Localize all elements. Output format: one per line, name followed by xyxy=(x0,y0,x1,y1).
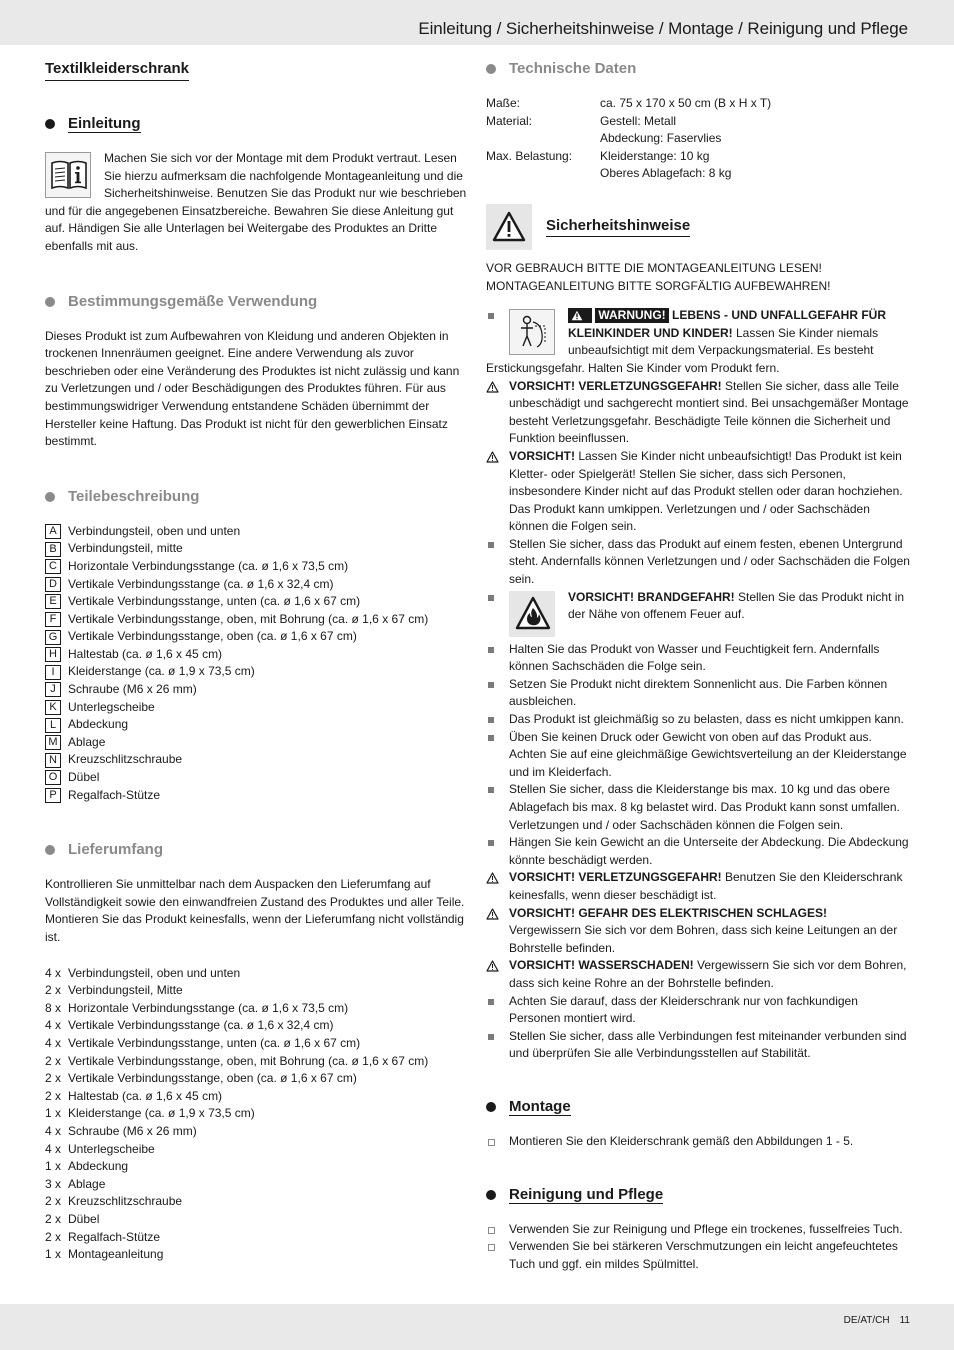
list-item: C Horizontale Verbindungsstange (ca. ø 1,6 x 73,5 cm) xyxy=(45,558,467,576)
list-item: 3 x Ablage xyxy=(45,1176,106,1191)
child-hazard-icon xyxy=(509,309,555,355)
square-bullet-icon xyxy=(488,313,494,319)
square-bullet-icon xyxy=(488,840,494,846)
section-heading-intro: Einleitung xyxy=(45,114,467,134)
list-item: A Verbindungsteil, oben und unten xyxy=(45,523,467,541)
scope-text: Kontrollieren Sie unmittelbar nach dem Auspacken den Lieferumfang auf Vollständigkeit sowie den einwandfreien Zustand des Produktes und aller Teile. Montieren Sie das Produkt keinesfalls, wenn der Lieferumfang nicht vollständig ist. xyxy=(45,877,465,944)
footer-bar xyxy=(0,1304,954,1350)
scope-list xyxy=(45,965,467,1264)
safety-item-sun: Setzen Sie Produkt nicht direktem Sonnenlicht aus. Die Farben können ausbleichen. xyxy=(486,676,910,711)
safety-item-water: Halten Sie das Produkt von Wasser und Feuchtigkeit fern. Andernfalls können Sachschäden die Folge sein. xyxy=(486,641,910,676)
safety-item-injury-2: VORSICHT! VERLETZUNGSGEFAHR! Benutzen Sie den Kleiderschrank keinesfalls, wenn dieser beschädigt ist. xyxy=(486,869,910,904)
list-item: N Kreuzschlitzschraube xyxy=(45,751,467,769)
list-item: 1 x Kleiderstange (ca. ø 1,9 x 73,5 cm) xyxy=(45,1106,255,1121)
safety-item-cover: Hängen Sie kein Gewicht an die Unterseite der Abdeckung. Die Abdeckung könnte beschädigt werden. xyxy=(486,834,910,869)
bullet-dot-icon xyxy=(486,64,496,74)
manual-info-icon xyxy=(45,152,91,198)
warning-triangle-icon xyxy=(486,960,499,972)
list-item: 2 x Vertikale Verbindungsstange, oben, mit Bohrung (ca. ø 1,6 x 67 cm) xyxy=(45,1053,429,1068)
list-item: 2 x Regalfach-Stütze xyxy=(45,1229,161,1244)
list-item: 4 x Vertikale Verbindungsstange (ca. ø 1,6 x 32,4 cm) xyxy=(45,1018,334,1033)
warning-triangle-icon xyxy=(486,451,499,463)
safety-item-surface: Stellen Sie sicher, dass das Produkt auf einem festen, ebenen Untergrund steht. Andernfalls können Verletzungen und / oder Sachschäden die Folgen sein. xyxy=(486,536,910,589)
safety-caps-notice: VOR GEBRAUCH BITTE DIE MONTAGEANLEITUNG LESEN! MONTAGEANLEITUNG BITTE SORGFÄLTIG AUFBEWAHREN! xyxy=(486,260,831,293)
left-column xyxy=(45,58,467,1264)
fire-hazard-icon xyxy=(509,591,555,637)
bullet-dot-icon xyxy=(486,1190,496,1200)
list-item: 2 x Kreuzschlitzschraube xyxy=(45,1194,183,1209)
page-number: 11 xyxy=(899,1315,910,1326)
bullet-dot-icon xyxy=(486,1102,496,1112)
square-bullet-icon xyxy=(488,595,494,601)
footer-locale: DE/AT/CH xyxy=(843,1315,890,1326)
warning-triangle-icon xyxy=(571,310,583,321)
safety-item-experts: Achten Sie darauf, dass der Kleiderschrank nur von fachkundigen Personen montiert wird. xyxy=(486,993,910,1028)
square-bullet-icon xyxy=(488,682,494,688)
checkbox-bullet-icon xyxy=(488,1227,495,1234)
checkbox-bullet-icon xyxy=(488,1139,495,1146)
list-item: 4 x Schraube (M6 x 26 mm) xyxy=(45,1123,197,1138)
list-item: 8 x Horizontale Verbindungsstange (ca. ø 1,6 x 73,5 cm) xyxy=(45,1000,349,1015)
child-warning-cont: Erstickungsgefahr. Halten Sie Kinder vom Produkt fern. xyxy=(486,360,780,375)
intro-block xyxy=(45,150,467,256)
list-item: B Verbindungsteil, mitte xyxy=(45,540,467,558)
warning-triangle-icon xyxy=(486,908,499,920)
list-item: O Dübel xyxy=(45,769,467,787)
intended-use-text: Dieses Produkt ist zum Aufbewahren von Kleidung und anderen Objekten in trockenen Innenräumen geeignet. Eine andere Verwendung als zuvor beschrieben oder eine Veränderung des Produktes ist nicht zulässig und kann zu Verletzungen und / oder Beschädigungen des Produktes führen. Für aus bestimmungswidriger Verwendung entstandene Schäden übernimmt der Hersteller keine Haftung. Das Produkt ist nicht für den gewerblichen Einsatz bestimmt. xyxy=(45,328,460,449)
square-bullet-icon xyxy=(488,717,494,723)
square-bullet-icon xyxy=(488,735,494,741)
safety-heading-block xyxy=(486,204,910,250)
list-item: L Abdeckung xyxy=(45,716,467,734)
list-item: 2 x Vertikale Verbindungsstange, oben (ca. ø 1,6 x 67 cm) xyxy=(45,1071,357,1086)
assembly-item: Montieren Sie den Kleiderschrank gemäß den Abbildungen 1 - 5. xyxy=(486,1133,910,1151)
section-heading-cleaning: Reinigung und Pflege xyxy=(486,1185,910,1205)
list-item: G Vertikale Verbindungsstange, oben (ca. ø 1,6 x 67 cm) xyxy=(45,628,467,646)
warning-triangle-icon xyxy=(486,381,499,393)
list-item: F Vertikale Verbindungsstange, oben, mit Bohrung (ca. ø 1,6 x 67 cm) xyxy=(45,611,467,629)
list-item: I Kleiderstange (ca. ø 1,9 x 73,5 cm) xyxy=(45,663,467,681)
checkbox-bullet-icon xyxy=(488,1244,495,1251)
safety-item-connections: Stellen Sie sicher, dass alle Verbindungen fest miteinander verbunden sind und überprüfen Sie alle Verbindungsstellen auf Stabilität. xyxy=(486,1028,910,1063)
safety-item-load: Stellen Sie sicher, dass die Kleiderstange bis max. 10 kg und das obere Ablagefach bis max. 8 kg belastet wird. Das Produkt kann sonst umfallen. Verletzungen und / oder Sachschäden können die Folgen sein. xyxy=(486,781,910,834)
safety-item-caution-kids: VORSICHT! Lassen Sie Kinder nicht unbeaufsichtigt! Das Produkt ist kein Kletter- oder Spielgerät! Stellen Sie sicher, dass sich Personen, insbesondere Kinder nicht auf das Produkt stellen oder daran hochziehen. Das Produkt kann umkippen. Verletzungen und / oder Sachschäden können die Folgen sein. xyxy=(486,448,910,536)
safety-title: Sicherheitshinweise xyxy=(546,216,690,237)
footer xyxy=(844,1314,910,1328)
list-item: 1 x Abdeckung xyxy=(45,1159,129,1174)
safety-item-pressure: Üben Sie keinen Druck oder Gewicht von oben auf das Produkt aus. Achten Sie auf eine gleichmäßige Gewichtsverteilung an der Kleiderstange und im Kleiderfach. xyxy=(486,729,910,782)
section-heading-tech: Technische Daten xyxy=(486,59,910,79)
bullet-dot-icon xyxy=(45,119,55,129)
list-item: 2 x Dübel xyxy=(45,1211,100,1226)
list-item: 4 x Unterlegscheibe xyxy=(45,1141,155,1156)
safety-item-electric: VORSICHT! GEFAHR DES ELEKTRISCHEN SCHLAGES! Vergewissern Sie sich vor dem Bohren, dass sich keine Leitungen an der Bohrstelle befinden. xyxy=(486,905,910,958)
section-heading-scope: Lieferumfang xyxy=(45,840,467,860)
warning-badge xyxy=(568,308,592,323)
list-item: K Unterlegscheibe xyxy=(45,699,467,717)
list-item: H Haltestab (ca. ø 1,6 x 45 cm) xyxy=(45,646,467,664)
cleaning-item-1: Verwenden Sie zur Reinigung und Pflege ein trockenes, fusselfreies Tuch. xyxy=(486,1221,910,1239)
section-heading-assembly: Montage xyxy=(486,1097,910,1117)
intro-text: Machen Sie sich vor der Montage mit dem Produkt vertraut. Lesen Sie hierzu aufmerksam die nachfolgende Montageanleitung und die Sicherheitshinweise. Benutzen Sie das Produkt nur wie beschrieben und für die angegebenen Einsatzbereiche. Bewahren Sie diese Anleitung gut auf. Händigen Sie alle Unterlagen bei Weitergabe des Produktes an Dritte ebenfalls mit aus. xyxy=(45,151,467,253)
warning-triangle-icon xyxy=(486,872,499,884)
square-bullet-icon xyxy=(488,647,494,653)
list-item: 4 x Verbindungsteil, oben und unten xyxy=(45,965,241,980)
product-title: Textilkleiderschrank xyxy=(45,59,189,81)
page-header-title: Einleitung / Sicherheitshinweise / Montage / Reinigung und Pflege xyxy=(418,19,908,38)
right-column xyxy=(486,58,910,1273)
child-warning-item: WARNUNG! LEBENS - UND UNFALLGEFAHR FÜR KLEINKINDER UND KINDER! Lassen Sie Kinder niemals unbeaufsichtigt mit dem Verpackungsmaterial. Es besteht xyxy=(486,307,910,360)
list-item: 2 x Haltestab (ca. ø 1,6 x 45 cm) xyxy=(45,1088,223,1103)
bullet-dot-icon xyxy=(45,492,55,502)
section-heading-parts: Teilebeschreibung xyxy=(45,487,467,507)
cleaning-item-2: Verwenden Sie bei stärkeren Verschmutzungen ein leicht angefeuchtetes Tuch und ggf. ein mildes Spülmittel. xyxy=(486,1238,910,1273)
square-bullet-icon xyxy=(488,787,494,793)
safety-item-balance: Das Produkt ist gleichmäßig so zu belasten, dass es nicht umkippen kann. xyxy=(486,711,910,729)
list-item: J Schraube (M6 x 26 mm) xyxy=(45,681,467,699)
list-item: D Vertikale Verbindungsstange (ca. ø 1,6 x 32,4 cm) xyxy=(45,576,467,594)
safety-item-waterdamage: VORSICHT! WASSERSCHADEN! Vergewissern Sie sich vor dem Bohren, dass sich keine Rohre an der Bohrstelle befinden. xyxy=(486,957,910,992)
safety-item-injury: VORSICHT! VERLETZUNGSGEFAHR! Stellen Sie sicher, dass alle Teile unbeschädigt und sachgerecht montiert sind. Bei unsachgemäßer Montage besteht Verletzungsgefahr. Beschädigte Teile können die Sicherheit und Funktion beeinflussen. xyxy=(486,378,910,448)
section-heading-intended-use: Bestimmungsgemäße Verwendung xyxy=(45,292,467,312)
square-bullet-icon xyxy=(488,542,494,548)
list-item: 2 x Verbindungsteil, Mitte xyxy=(45,983,183,998)
list-item: M Ablage xyxy=(45,734,467,752)
parts-list xyxy=(45,523,467,805)
tech-data-table: Maße: ca. 75 x 170 x 50 cm (B x H x T) Material: Gestell: Metall Abdeckung: Faservlies Max. Belastung: Kleiderstange: 10 kg Oberes Ablagefach: 8 kg xyxy=(486,96,772,181)
list-item: 4 x Vertikale Verbindungsstange, unten (ca. ø 1,6 x 67 cm) xyxy=(45,1035,361,1050)
bullet-dot-icon xyxy=(45,297,55,307)
list-item: P Regalfach-Stütze xyxy=(45,787,467,805)
list-item: E Vertikale Verbindungsstange, unten (ca. ø 1,6 x 67 cm) xyxy=(45,593,467,611)
list-item: 1 x Montageanleitung xyxy=(45,1247,164,1262)
square-bullet-icon xyxy=(488,999,494,1005)
bullet-dot-icon xyxy=(45,845,55,855)
fire-warning-item: VORSICHT! BRANDGEFAHR! Stellen Sie das Produkt nicht in der Nähe von offenem Feuer auf. xyxy=(486,589,910,635)
warning-triangle-icon xyxy=(486,204,532,250)
square-bullet-icon xyxy=(488,1034,494,1040)
